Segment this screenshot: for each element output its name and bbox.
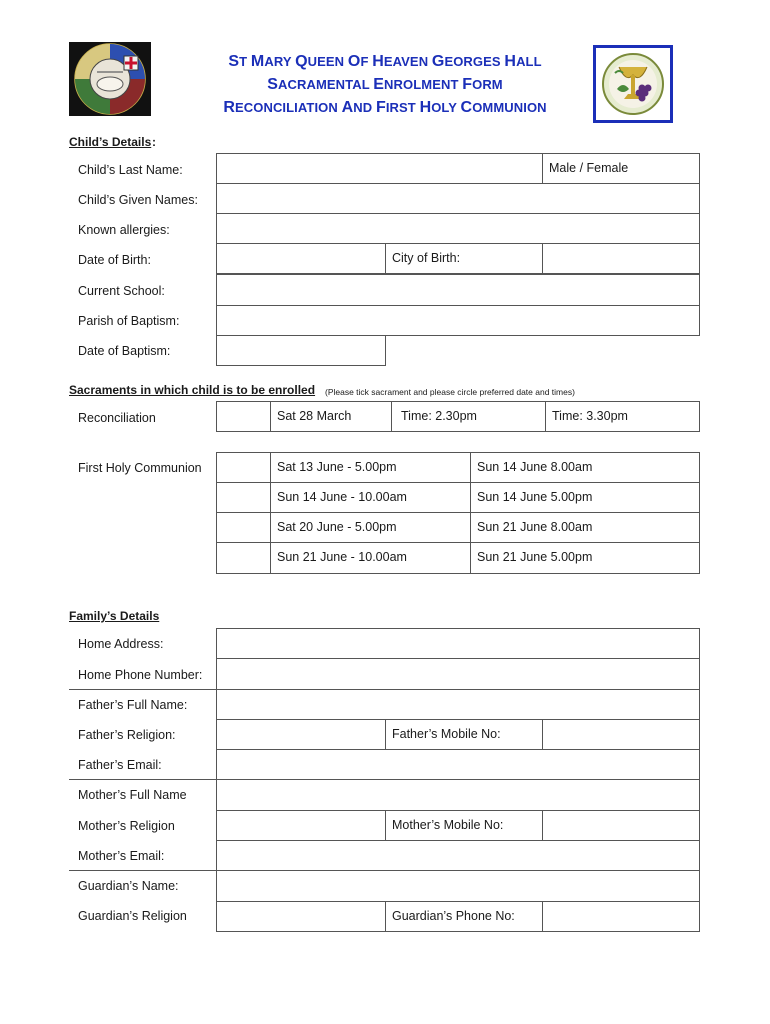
father-mobile-label: Father’s Mobile No:	[385, 719, 543, 750]
school-label: Current School:	[78, 284, 165, 298]
home-phone-label: Home Phone Number:	[78, 668, 203, 682]
header-title-sacraments: RECONCILIATION AND FIRST HOLY COMMUNION	[223, 99, 547, 116]
allergies-label: Known allergies:	[78, 223, 170, 237]
child-last-name-label: Child’s Last Name:	[78, 163, 183, 177]
child-details-colon: :	[152, 135, 156, 149]
mother-religion-field[interactable]	[216, 810, 386, 841]
father-email-label: Father’s Email:	[78, 758, 162, 772]
reconciliation-label: Reconciliation	[78, 411, 156, 425]
sacraments-heading	[69, 383, 315, 397]
communion-option[interactable]: Sun 21 June 8.00am	[470, 512, 700, 543]
parish-field[interactable]	[216, 305, 700, 336]
family-details-heading	[69, 609, 159, 623]
guardian-phone-field[interactable]	[542, 901, 700, 932]
communion-label: First Holy Communion	[78, 461, 202, 475]
reconciliation-time2-option[interactable]: Time: 3.30pm	[545, 401, 700, 432]
guardian-religion-label: Guardian’s Religion	[78, 909, 187, 923]
mother-religion-label: Mother’s Religion	[78, 819, 175, 833]
communion-checkbox[interactable]	[216, 452, 271, 483]
parish-label: Parish of Baptism:	[78, 314, 180, 328]
sacraments-heading-text: Sacraments in which child is to be enrolled	[69, 383, 316, 397]
dob-field[interactable]	[216, 243, 386, 274]
gender-field[interactable]: Male / Female	[542, 153, 700, 184]
father-email-field[interactable]	[216, 749, 700, 780]
reconciliation-date-option[interactable]: Sat 28 March	[270, 401, 392, 432]
baptism-date-label: Date of Baptism:	[78, 344, 171, 358]
father-name-field[interactable]	[216, 689, 700, 720]
communion-option[interactable]: Sun 21 June 5.00pm	[470, 542, 700, 574]
dob-label: Date of Birth:	[78, 253, 151, 267]
city-of-birth-label: City of Birth:	[385, 243, 543, 274]
allergies-field[interactable]	[216, 213, 700, 244]
home-address-label: Home Address:	[78, 637, 164, 651]
baptism-date-field[interactable]	[216, 335, 386, 366]
guardian-phone-label: Guardian’s Phone No:	[385, 901, 543, 932]
mother-email-field[interactable]	[216, 840, 700, 871]
child-last-name-field[interactable]	[216, 153, 543, 184]
reconciliation-checkbox[interactable]	[216, 401, 271, 432]
child-given-names-field[interactable]	[216, 183, 700, 214]
mother-mobile-label: Mother’s Mobile No:	[385, 810, 543, 841]
communion-blank-cell	[216, 512, 271, 543]
child-details-heading	[69, 135, 151, 149]
mother-mobile-field[interactable]	[542, 810, 700, 841]
guardian-name-label: Guardian’s Name:	[78, 879, 179, 893]
guardian-name-field[interactable]	[216, 870, 700, 902]
parish-crest-logo	[69, 42, 151, 116]
communion-option[interactable]: Sat 20 June - 5.00pm	[270, 512, 471, 543]
communion-option[interactable]: Sun 21 June - 10.00am	[270, 542, 471, 574]
mother-name-field[interactable]	[216, 779, 700, 811]
header-title-form: SACRAMENTAL ENROLMENT FORM	[267, 76, 503, 93]
sacraments-note: (Please tick sacrament and please circle preferred date and times)	[325, 387, 575, 397]
communion-blank-cell	[216, 542, 271, 574]
communion-option[interactable]: Sun 14 June - 10.00am	[270, 482, 471, 513]
father-mobile-field[interactable]	[542, 719, 700, 750]
home-address-field[interactable]	[216, 628, 700, 659]
communion-option[interactable]: Sun 14 June 5.00pm	[470, 482, 700, 513]
city-of-birth-field[interactable]	[542, 243, 700, 274]
father-religion-field[interactable]	[216, 719, 386, 750]
header-title-church: ST MARY QUEEN OF HEAVEN GEORGES HALL	[228, 53, 542, 70]
guardian-religion-field[interactable]	[216, 901, 386, 932]
school-field[interactable]	[216, 274, 700, 306]
reconciliation-time1-option[interactable]: Time: 2.30pm	[391, 401, 546, 432]
child-given-names-label: Child’s Given Names:	[78, 193, 198, 207]
communion-option[interactable]: Sun 14 June 8.00am	[470, 452, 700, 483]
mother-email-label: Mother’s Email:	[78, 849, 165, 863]
father-religion-label: Father’s Religion:	[78, 728, 176, 742]
communion-option[interactable]: Sat 13 June - 5.00pm	[270, 452, 471, 483]
form-header	[160, 50, 610, 119]
communion-blank-cell	[216, 482, 271, 513]
mother-name-label: Mother’s Full Name	[78, 788, 187, 802]
father-name-label: Father’s Full Name:	[78, 698, 188, 712]
family-details-heading-text: Family’s Details	[69, 609, 160, 623]
child-details-heading-text: Child’s Details	[69, 135, 152, 149]
home-phone-field[interactable]	[216, 658, 700, 690]
